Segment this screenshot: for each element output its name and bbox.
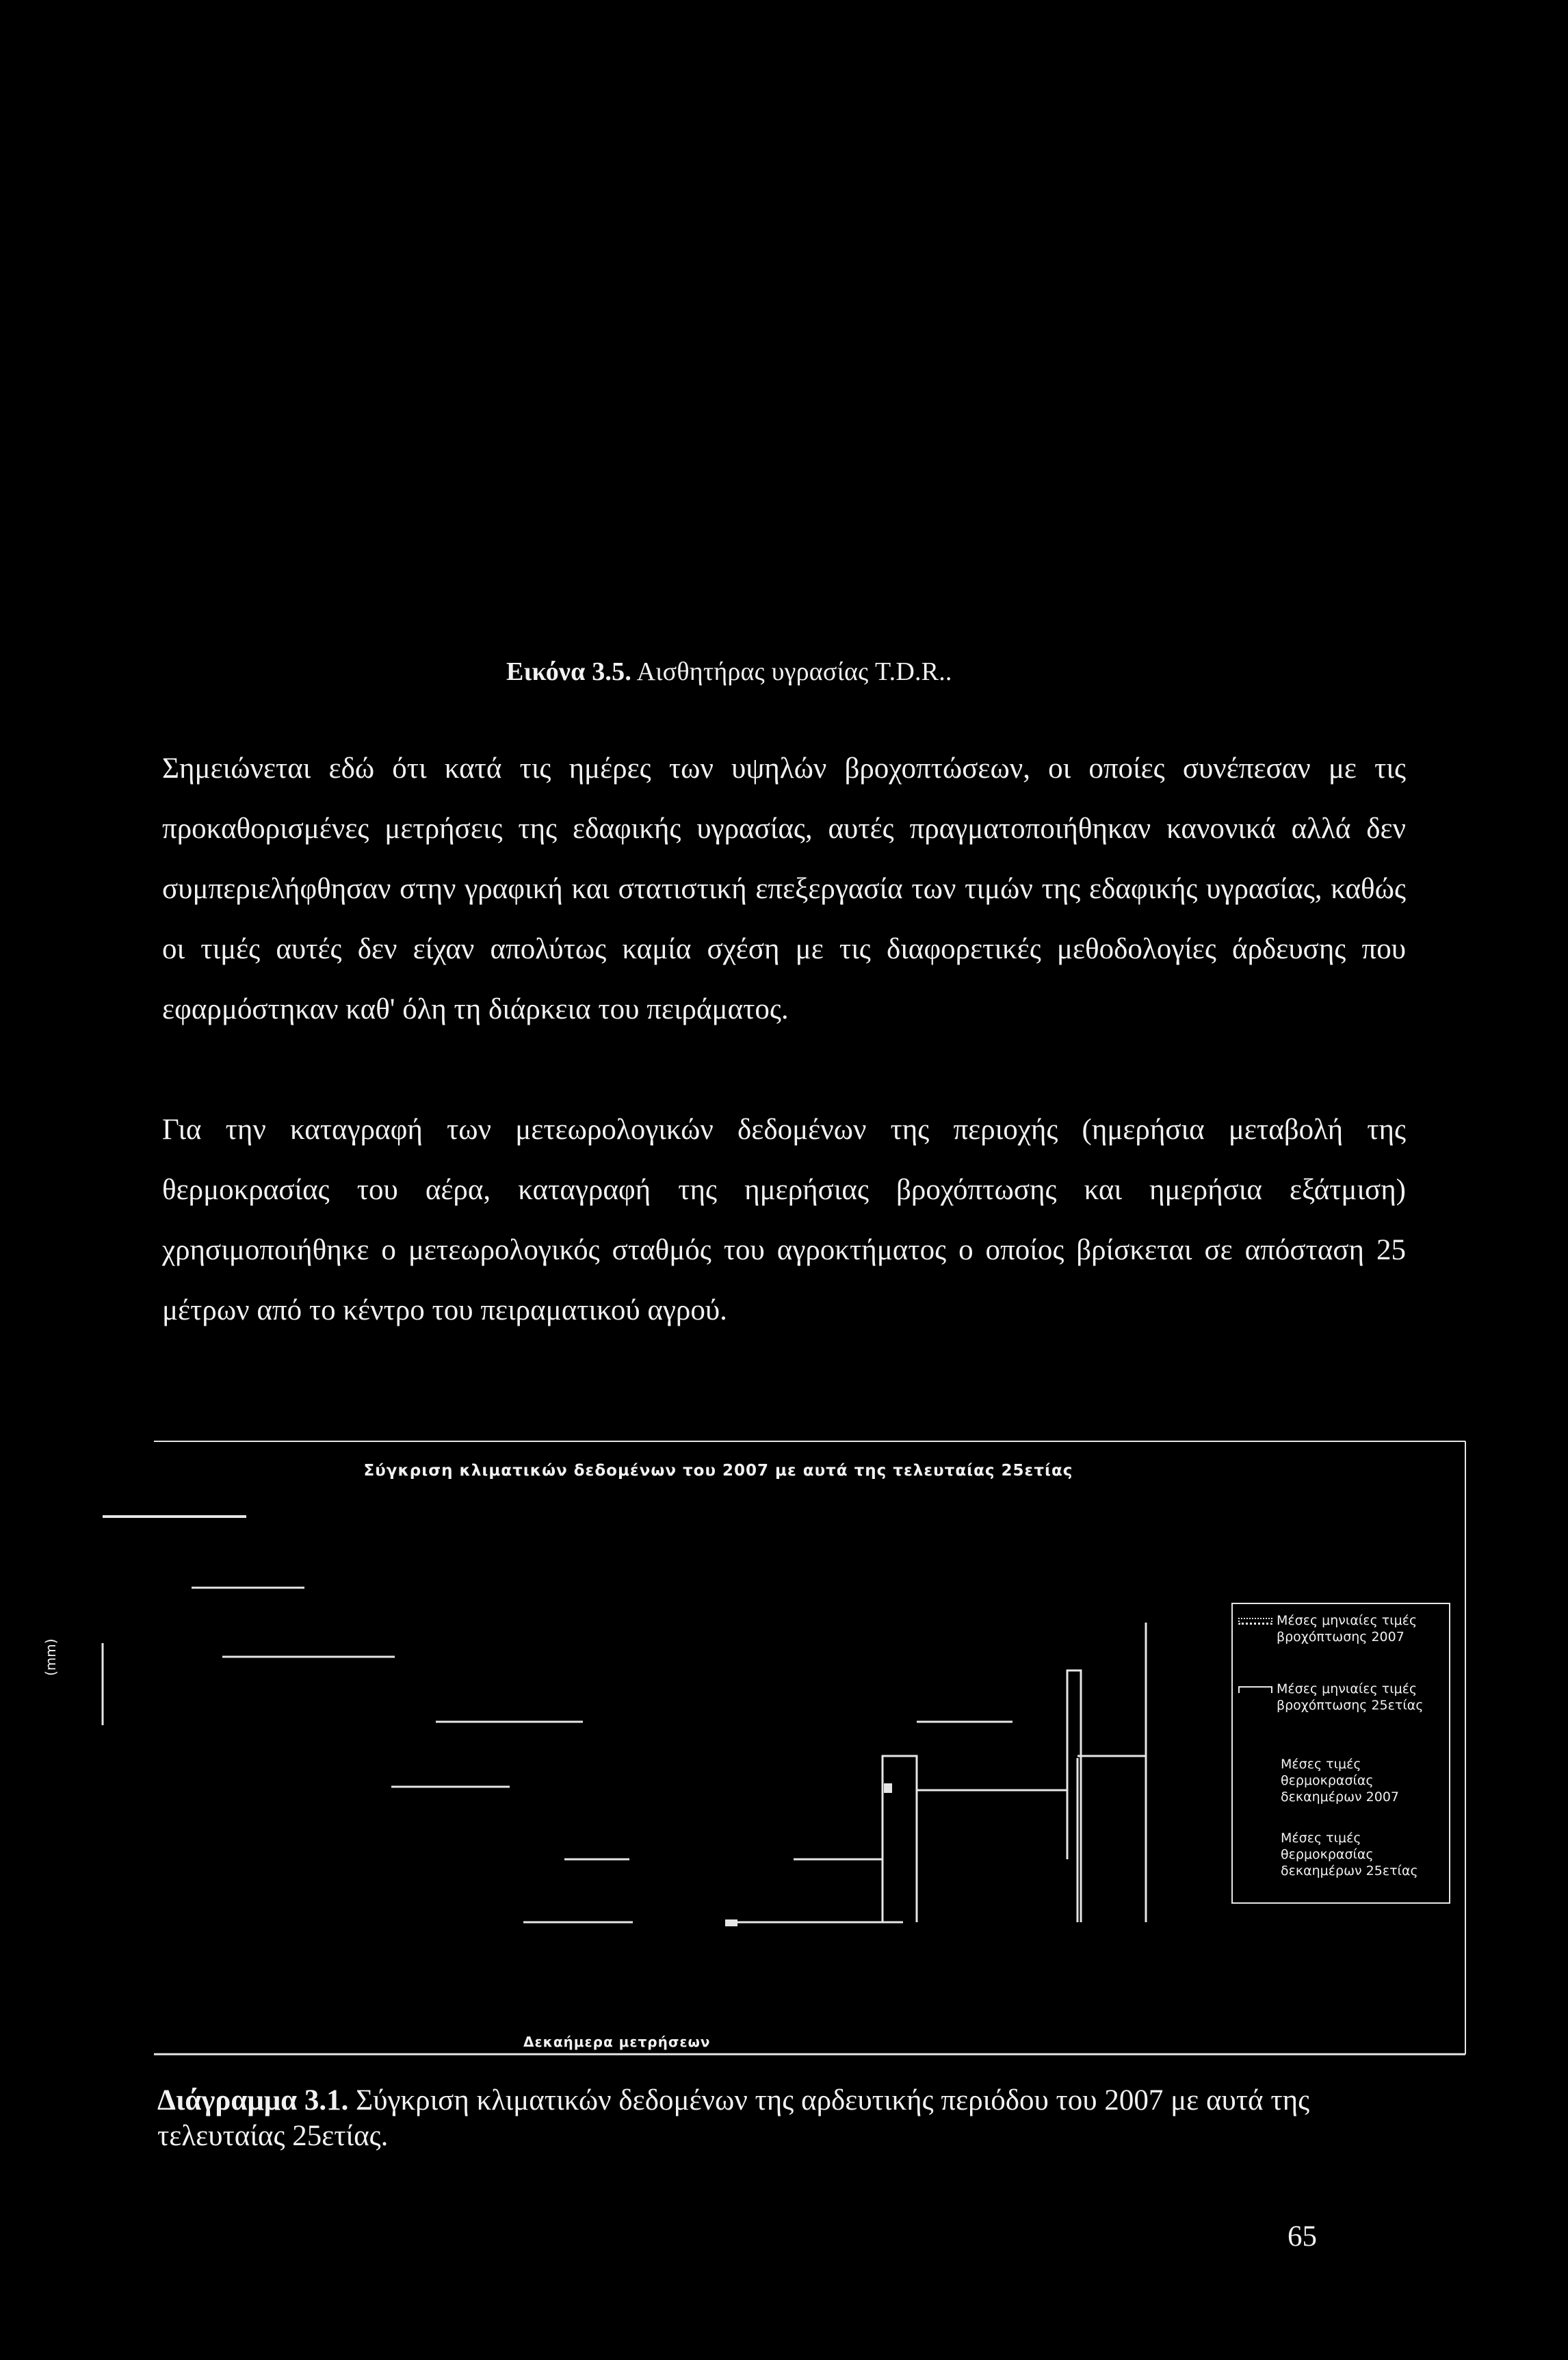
body-paragraph-2: Για την καταγραφή των μετεωρολογικών δεδομένων της περιοχής (ημερήσια μεταβολή της θερμοκρασίας του αέρα, καταγραφή της ημερήσιας βροχόπτωσης και ημερήσια εξάτμιση) χρησιμοποιήθηκε ο μετεωρολογικός σταθμός του αγροκτήματος ο οποίος βρίσκεται σε απόσταση 25 μέτρων από το κέντρο του πειραματικού αγρού. [162,1114,1406,1326]
legend-swatch-dotted-icon [1238,1618,1272,1625]
rain-bar-3 [1067,1670,1081,1922]
page-number: 65 [1288,2220,1317,2253]
legend-swatch-solid-icon [1238,1686,1272,1693]
legend-text: Μέσες μηνιαίες τιμές βροχόπτωσης 2007 [1277,1613,1417,1644]
x-axis-label: Δεκαήμερα μετρήσεων [523,2034,711,2050]
diagram-caption-label: Διάγραμμα 3.1. [157,2084,349,2116]
chart-legend [1231,1603,1450,1904]
chart-title: Σύγκριση κλιματικών δεδομένων του 2007 με αυτά της τελευταίας 25ετίας [363,1462,1073,1480]
figure-caption-text: Αισθητήρας υγρασίας T.D.R.. [631,657,952,686]
legend-text: Μέσες τιμές θερμοκρασίας δεκαημέρων 25ετίας [1281,1831,1418,1878]
rain-bar-2 [917,1790,1067,1922]
legend-text: Μέσες τιμές θερμοκρασίας δεκαημέρων 2007 [1281,1757,1399,1805]
y-axis-label: (mm) [42,1638,59,1676]
legend-text: Μέσες μηνιαίες τιμές βροχόπτωσης 25ετίας [1277,1681,1424,1713]
rain-bar-1 [883,1756,917,1922]
diagram-caption-text: Σύγκριση κλιματικών δεδομένων της αρδευτικής περιόδου του 2007 με αυτά της τελευταίας 25ετίας. [157,2084,1310,2152]
diagram-caption [157,2083,1389,2154]
data-marker-1 [884,1783,892,1793]
data-marker-2 [725,1919,737,1926]
body-paragraph-1: Σημειώνεται εδώ ότι κατά τις ημέρες των υψηλών βροχοπτώσεων, οι οποίες συνέπεσαν με τις προκαθορισμένες μετρήσεις της εδαφικής υγρασίας, αυτές πραγματοποιήθηκαν κανονικά αλλά δεν συμπεριελήφθησαν στην γραφική και στατιστική επεξεργασία των τιμών της εδαφικής υγρασίας, καθώς οι τιμές αυτές δεν είχαν απολύτως καμία σχέση με τις διαφορετικές μεθοδολογίες άρδευσης που εφαρμόστηκαν καθ' όλη τη διάρκεια του πειράματος. [162,752,1406,1025]
figure-caption-label: Εικόνα 3.5. [506,657,632,686]
